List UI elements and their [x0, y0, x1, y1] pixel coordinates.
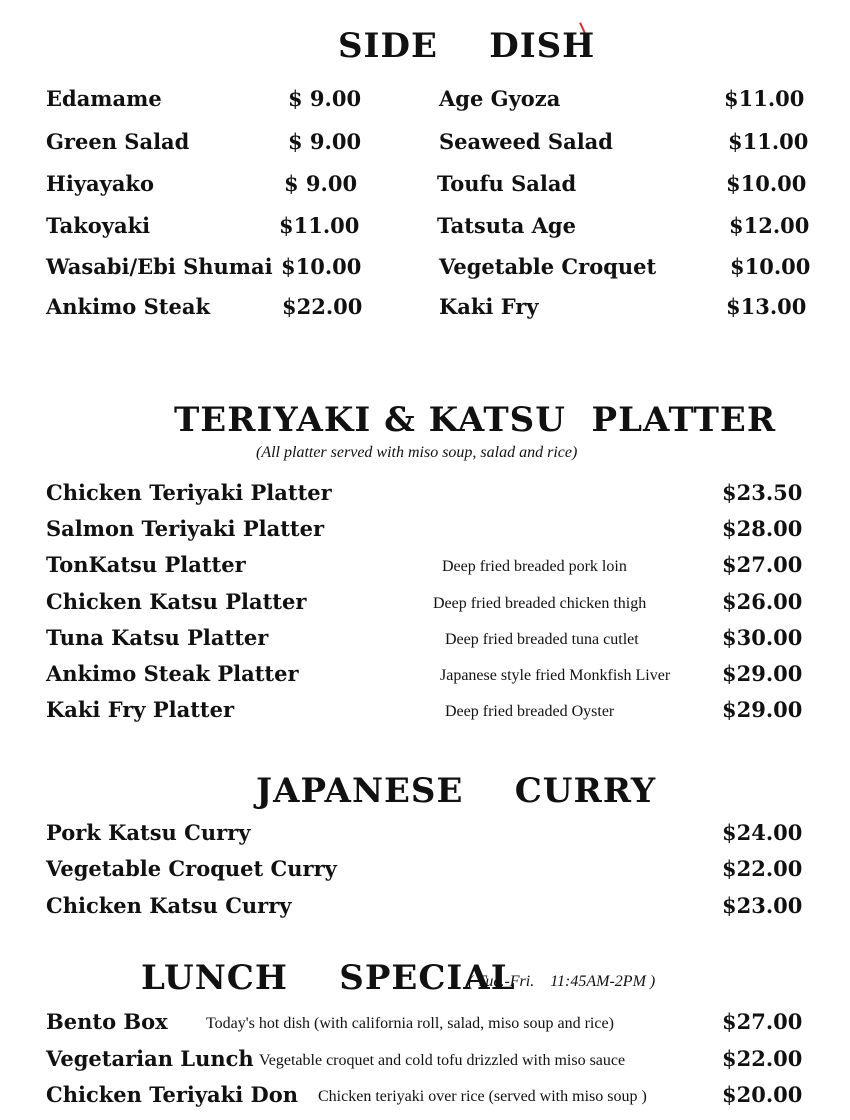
menu-item-name: Chicken Teriyaki Don [46, 1082, 298, 1107]
menu-item-name: Vegetable Croquet [439, 254, 657, 279]
menu-item-description: Today's hot dish (with california roll, salad, miso soup and rice) [206, 1015, 614, 1032]
menu-item-name: Ankimo Steak [46, 294, 211, 319]
menu-item-price: $11.00 [724, 86, 805, 111]
menu-item-name: Pork Katsu Curry [46, 820, 251, 845]
side-dish-title: SIDE DISH [338, 26, 596, 66]
menu-item-price: $ 9.00 [288, 86, 362, 111]
menu-item-price: $ 9.00 [284, 171, 358, 196]
menu-item-price: $27.00 [722, 1009, 803, 1034]
menu-item-name: Vegetable Croquet Curry [46, 856, 337, 881]
lunch-title: LUNCH SPECIAL [141, 958, 516, 998]
menu-item-price: $10.00 [730, 254, 811, 279]
menu-item-name: Salmon Teriyaki Platter [46, 516, 325, 541]
menu-item-price: $20.00 [722, 1082, 803, 1107]
menu-item-price: $22.00 [722, 856, 803, 881]
curry-title: JAPANESE CURRY [256, 771, 657, 811]
menu-item-name: Tuna Katsu Platter [46, 625, 269, 650]
menu-item-price: $22.00 [722, 1046, 803, 1071]
menu-item-name: Bento Box [46, 1009, 168, 1034]
menu-item-description: Vegetable croquet and cold tofu drizzled with miso sauce [259, 1052, 626, 1069]
menu-item-name: Chicken Teriyaki Platter [46, 480, 332, 505]
menu-item-name: Chicken Katsu Curry [46, 893, 292, 918]
menu-item-name: Kaki Fry [439, 294, 539, 319]
menu-item-name: Seaweed Salad [439, 129, 613, 154]
menu-item-price: $29.00 [722, 697, 803, 722]
menu-item-name: Ankimo Steak Platter [46, 661, 299, 686]
menu-item-description: Deep fried breaded chicken thigh [433, 595, 647, 612]
menu-item-price: $10.00 [281, 254, 362, 279]
menu-item-price: $23.00 [722, 893, 803, 918]
menu-item-price: $12.00 [729, 213, 810, 238]
menu-item-name: Kaki Fry Platter [46, 697, 235, 722]
menu-item-price: $ 9.00 [288, 129, 362, 154]
platter-title: TERIYAKI & KATSU PLATTER [174, 400, 777, 440]
menu-item-name: Tatsuta Age [437, 213, 576, 238]
menu-item-price: $10.00 [726, 171, 807, 196]
lunch-hours: ( Tue.-Fri. 11:45AM-2PM ) [468, 973, 656, 990]
menu-item-price: $30.00 [722, 625, 803, 650]
menu-item-price: $23.50 [722, 480, 803, 505]
menu-item-price: $13.00 [726, 294, 807, 319]
menu-item-price: $28.00 [722, 516, 803, 541]
menu-item-price: $11.00 [279, 213, 360, 238]
platter-note: (All platter served with miso soup, salad and rice) [256, 444, 578, 461]
menu-item-name: Chicken Katsu Platter [46, 589, 307, 614]
menu-item-price: $22.00 [282, 294, 363, 319]
menu-item-description: Deep fried breaded pork loin [442, 558, 627, 575]
menu-item-name: Edamame [46, 86, 162, 111]
menu-item-name: Toufu Salad [437, 171, 577, 196]
menu-item-name: Hiyayako [46, 171, 154, 196]
menu-item-description: Japanese style fried Monkfish Liver [440, 667, 671, 684]
menu-item-name: Vegetarian Lunch [46, 1046, 254, 1071]
menu-item-price: $26.00 [722, 589, 803, 614]
menu-item-price: $11.00 [728, 129, 809, 154]
menu-item-name: TonKatsu Platter [46, 552, 246, 577]
menu-item-name: Age Gyoza [439, 86, 561, 111]
menu-item-name: Wasabi/Ebi Shumai [46, 254, 273, 279]
menu-item-price: $27.00 [722, 552, 803, 577]
menu-item-description: Chicken teriyaki over rice (served with miso soup ) [318, 1088, 647, 1105]
menu-item-name: Green Salad [46, 129, 190, 154]
menu-item-price: $29.00 [722, 661, 803, 686]
menu-item-description: Deep fried breaded tuna cutlet [445, 631, 639, 648]
menu-item-description: Deep fried breaded Oyster [445, 703, 615, 720]
menu-item-name: Takoyaki [46, 213, 151, 238]
menu-item-price: $24.00 [722, 820, 803, 845]
